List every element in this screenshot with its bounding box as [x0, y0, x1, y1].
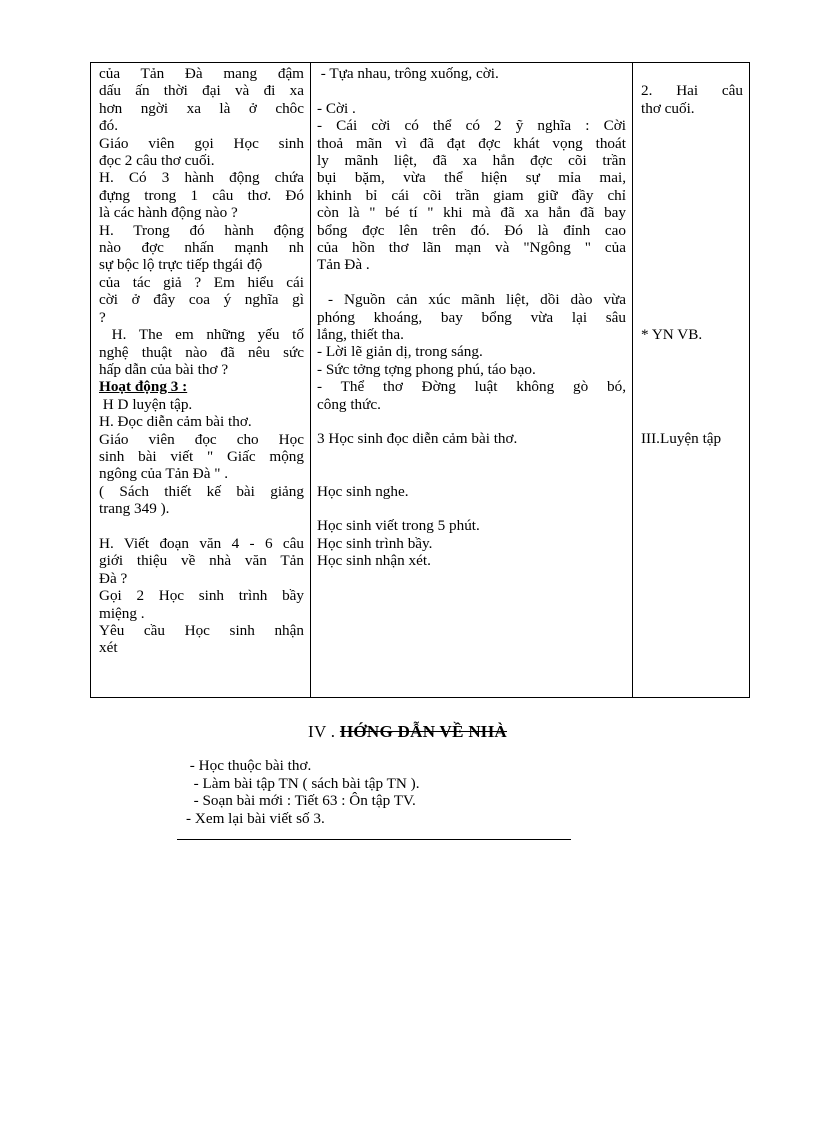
- teacher-line: đựng trong 1 câu thơ. Đó: [99, 186, 304, 204]
- teacher-line: đó.: [99, 117, 118, 135]
- content-line: [641, 152, 743, 169]
- homework-item: - Làm bài tập TN ( sách bài tập TN ).: [186, 774, 420, 792]
- teacher-line: Gọi 2 Học sinh trình bầy: [99, 587, 304, 605]
- section-title: HỚNG DẪN VỀ NHÀ: [339, 722, 508, 741]
- teacher-activity-column: [91, 63, 311, 697]
- student-line: lắng, thiết tha.: [317, 326, 404, 344]
- content-line: [641, 413, 743, 430]
- content-line: * YN VB.: [641, 325, 703, 343]
- section-heading: [308, 722, 507, 742]
- teacher-line: Giáo viên đọc cho Học: [99, 430, 304, 448]
- content-line: [641, 274, 743, 291]
- teacher-line: hơn ngời xa là ở chôc: [99, 99, 304, 117]
- teacher-line: Giáo viên gọi Học sinh: [99, 134, 304, 152]
- teacher-line: H. The em những yếu tố: [99, 326, 304, 344]
- teacher-line: H. Viết đoạn văn 4 - 6 câu: [99, 534, 304, 552]
- teacher-line: H. Có 3 hành động chứa: [99, 169, 304, 187]
- student-line: - Tựa nhau, trông xuống, cời.: [317, 65, 499, 82]
- student-line: - Lời lẽ giản dị, trong sáng.: [317, 343, 483, 361]
- teacher-line: miệng .: [99, 604, 145, 622]
- student-line: của hồn thơ lãn mạn và "Ngông " của: [317, 239, 626, 257]
- content-line: [641, 222, 743, 239]
- teacher-line: H D luyện tập.: [99, 395, 193, 413]
- teacher-line: là các hành động nào ?: [99, 204, 238, 222]
- student-line: [317, 448, 626, 465]
- teacher-line: H. Đọc diễn cảm bài thơ.: [99, 413, 252, 431]
- teacher-line: Đà ?: [99, 569, 128, 587]
- content-line: [641, 239, 743, 256]
- student-line: Học sinh viết trong 5 phút.: [317, 517, 480, 535]
- homework-list: [186, 757, 420, 827]
- student-line: công thức.: [317, 395, 381, 413]
- lesson-table: [90, 62, 750, 698]
- teacher-line: sự bộc lộ trực tiếp thgái độ: [99, 256, 263, 274]
- content-line: thơ cuối.: [641, 99, 695, 117]
- student-line: bổng đợc lên trên đó. Đó là đỉnh cao: [317, 221, 626, 239]
- student-line: [317, 465, 626, 482]
- teacher-line: xét: [99, 639, 118, 657]
- homework-item: - Xem lại bài viết số 3.: [186, 809, 325, 827]
- teacher-line: Yêu cầu Học sinh nhận: [99, 621, 304, 639]
- content-line: [641, 343, 743, 360]
- content-column: [633, 63, 749, 697]
- student-line: [317, 82, 626, 99]
- student-line: - Cời .: [317, 99, 356, 117]
- teacher-line: nghệ thuật nào đã nêu sức: [99, 343, 304, 361]
- content-line: 2. Hai câu: [641, 82, 743, 100]
- teacher-line: cời ở đây coa ý nghĩa gì: [99, 291, 304, 309]
- content-line: III.Luyện tập: [641, 430, 722, 448]
- student-line: - Cái cời có thể có 2 ỹ nghĩa : Cời: [317, 117, 626, 135]
- student-line: Học sinh trình bầy.: [317, 534, 433, 552]
- teacher-line: trang 349 ).: [99, 500, 170, 518]
- teacher-line: sinh bài viết " Giấc mộng: [99, 447, 304, 465]
- content-line: [641, 256, 743, 273]
- content-line: [641, 169, 743, 186]
- section-number: IV .: [308, 722, 340, 741]
- homework-item: - Soạn bài mới : Tiết 63 : Ôn tập TV.: [186, 792, 416, 810]
- teacher-line: ?: [99, 308, 106, 326]
- teacher-line: đọc 2 câu thơ cuối.: [99, 152, 215, 170]
- teacher-line: của Tản Đà mang đậm: [99, 65, 304, 82]
- student-line: ly mãnh liệt, đã xa hẳn đợc cõi trần: [317, 152, 626, 170]
- teacher-line: dấu ấn thời đại và đi xa: [99, 82, 304, 100]
- content-line: [641, 378, 743, 395]
- content-line: [641, 361, 743, 378]
- student-line: còn là " bé tí " khi mà đã xa hẳn đã bay: [317, 204, 626, 222]
- student-line: khinh bỉ cái cõi trần giam giữ đầy chỉ: [317, 186, 626, 204]
- student-line: [317, 413, 626, 430]
- divider-line: [177, 839, 571, 840]
- teacher-line: giới thiệu về nhà văn Tản: [99, 552, 304, 570]
- student-line: thoả mãn vì đã đạt đợc khát vọng thoát: [317, 134, 626, 152]
- content-line: [641, 187, 743, 204]
- teacher-line: Hoạt động 3 :: [99, 378, 188, 396]
- student-line: Học sinh nhận xét.: [317, 552, 431, 570]
- content-line: [641, 395, 743, 412]
- content-line: [641, 204, 743, 221]
- student-line: bụi bặm, vừa thể hiện sự mỉa mai,: [317, 169, 626, 187]
- teacher-line: ( Sách thiết kế bài giảng: [99, 482, 304, 500]
- teacher-line: ngông của Tản Đà " .: [99, 465, 229, 483]
- content-line: [641, 65, 743, 82]
- student-line: Học sinh nghe.: [317, 482, 409, 500]
- content-line: [641, 309, 743, 326]
- student-activity-column: [311, 63, 633, 697]
- content-line: [641, 291, 743, 308]
- teacher-line: hấp dẫn của bài thơ ?: [99, 360, 229, 378]
- student-line: 3 Học sinh đọc diễn cảm bài thơ.: [317, 430, 518, 448]
- teacher-line: của tác giả ? Em hiểu cái: [99, 273, 304, 291]
- student-line: - Nguồn cản xúc mãnh liệt, dồi dào vừa: [317, 291, 627, 309]
- student-line: [317, 274, 626, 291]
- student-line: [317, 500, 626, 517]
- content-line: [641, 135, 743, 152]
- student-line: phóng khoáng, bay bổng vừa lại sâu: [317, 308, 626, 326]
- homework-item: - Học thuộc bài thơ.: [186, 757, 312, 774]
- student-line: - Sức tởng tợng phong phú, táo bạo.: [317, 360, 536, 378]
- teacher-line: H. Trong đó hành động: [99, 221, 304, 239]
- teacher-line: nào đợc nhấn mạnh nh: [99, 239, 304, 257]
- teacher-line: [99, 518, 304, 535]
- student-line: Tản Đà .: [317, 256, 370, 274]
- student-line: - Thể thơ Đờng luật không gò bó,: [317, 378, 626, 396]
- content-line: [641, 117, 743, 134]
